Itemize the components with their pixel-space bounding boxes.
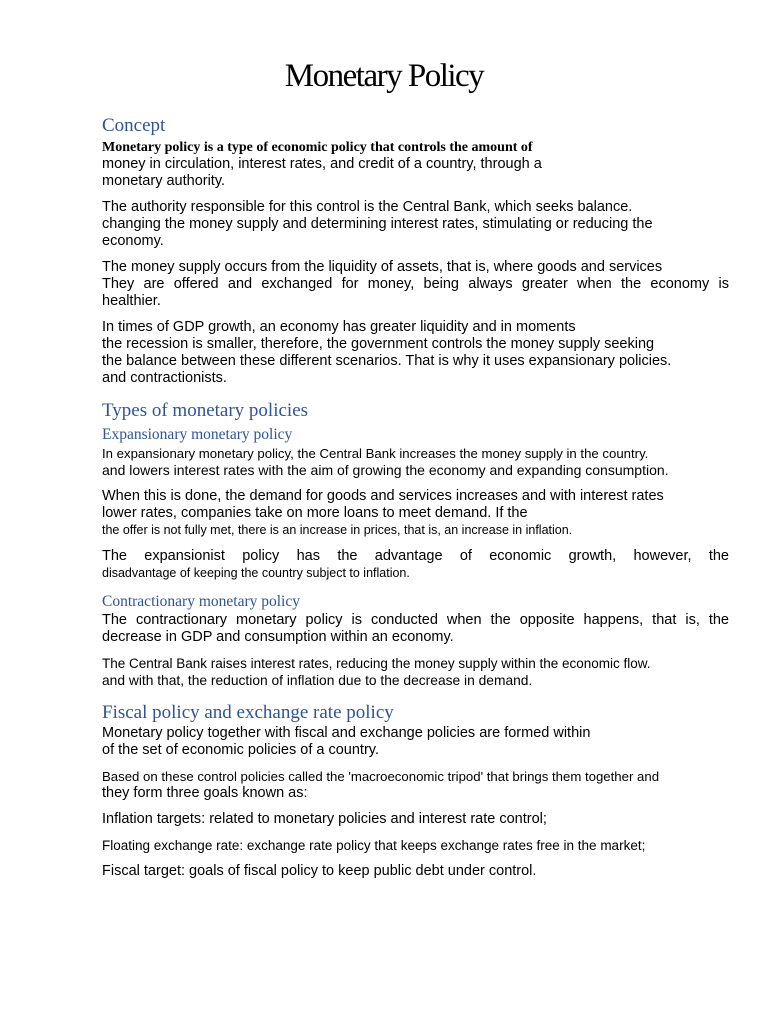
- text-line: of the set of economic policies of a country.: [102, 742, 379, 758]
- text-line: The authority responsible for this control is the Central Bank, which seeks balance.: [102, 199, 633, 215]
- fiscal-heading: Fiscal policy and exchange rate policy: [102, 702, 394, 723]
- text-line: The contractionary monetary policy is conducted when the opposite happens, that is, the: [102, 612, 729, 628]
- text-line: Monetary policy is a type of economic policy that controls the amount of: [102, 140, 533, 155]
- text-line: In expansionary monetary policy, the Central Bank increases the money supply in the country.: [102, 446, 649, 461]
- types-heading: Types of monetary policies: [102, 400, 309, 421]
- text-line: They are offered and exchanged for money, being always greater when the economy is: [102, 276, 729, 292]
- text-line: the balance between these different scenarios. That is why it uses expansionary policies.: [102, 353, 672, 369]
- text-line: disadvantage of keeping the country subject to inflation.: [102, 566, 410, 580]
- contractionary-heading: Contractionary monetary policy: [102, 593, 300, 610]
- text-line: The money supply occurs from the liquidity of assets, that is, where goods and services: [102, 259, 663, 275]
- expansionary-paragraph-2: [102, 488, 729, 539]
- document-body: [102, 114, 729, 880]
- concept-paragraph-3: [102, 259, 729, 310]
- text-line: money in circulation, interest rates, and credit of a country, through a: [102, 156, 542, 172]
- text-line: monetary authority.: [102, 173, 226, 189]
- text-line: the offer is not fully met, there is an increase in prices, that is, an increase in inflation.: [102, 523, 573, 537]
- contractionary-paragraph-2: [102, 655, 729, 689]
- fiscal-paragraph-4: [102, 837, 729, 854]
- text-line: changing the money supply and determining interest rates, stimulating or reducing the: [102, 216, 653, 232]
- contractionary-paragraph-1: [102, 612, 729, 646]
- text-line: The expansionist policy has the advantage of economic growth, however, the: [102, 548, 729, 564]
- concept-paragraph-2: [102, 199, 729, 250]
- concept-paragraph-4: [102, 319, 729, 387]
- text-line: When this is done, the demand for goods and services increases and with interest rates: [102, 488, 664, 504]
- fiscal-paragraph-1: [102, 725, 729, 759]
- fiscal-paragraph-2: [102, 768, 729, 802]
- text-line: healthier.: [102, 293, 161, 309]
- fiscal-paragraph-3: [102, 811, 729, 828]
- expansionary-paragraph-3: [102, 548, 729, 582]
- concept-paragraph-1: [102, 139, 729, 190]
- text-line: Floating exchange rate: exchange rate policy that keeps exchange rates free in the market;: [102, 838, 646, 853]
- text-line: and with that, the reduction of inflation due to the decrease in demand.: [102, 673, 533, 688]
- text-line: Based on these control policies called the 'macroeconomic tripod' that brings them together and: [102, 769, 660, 784]
- text-line: lower rates, companies take on more loans to meet demand. If the: [102, 505, 528, 521]
- text-line: and contractionists.: [102, 370, 227, 386]
- text-line: In times of GDP growth, an economy has greater liquidity and in moments: [102, 319, 576, 335]
- fiscal-paragraph-5: [102, 863, 729, 880]
- text-line: economy.: [102, 233, 164, 249]
- text-line: decrease in GDP and consumption within an economy.: [102, 629, 454, 645]
- page-title: Monetary Policy: [284, 58, 484, 94]
- text-line: The Central Bank raises interest rates, reducing the money supply within the economic flow.: [102, 656, 651, 671]
- text-line: Fiscal target: goals of fiscal policy to keep public debt under control.: [102, 863, 537, 879]
- expansionary-heading: Expansionary monetary policy: [102, 426, 293, 443]
- text-line: Inflation targets: related to monetary policies and interest rate control;: [102, 811, 547, 827]
- expansionary-paragraph-1: [102, 445, 729, 479]
- concept-heading: Concept: [102, 115, 166, 136]
- text-line: the recession is smaller, therefore, the government controls the money supply seeking: [102, 336, 655, 352]
- text-line: and lowers interest rates with the aim of growing the economy and expanding consumption.: [102, 462, 669, 478]
- text-line: they form three goals known as:: [102, 785, 308, 801]
- text-line: Monetary policy together with fiscal and exchange policies are formed within: [102, 725, 591, 741]
